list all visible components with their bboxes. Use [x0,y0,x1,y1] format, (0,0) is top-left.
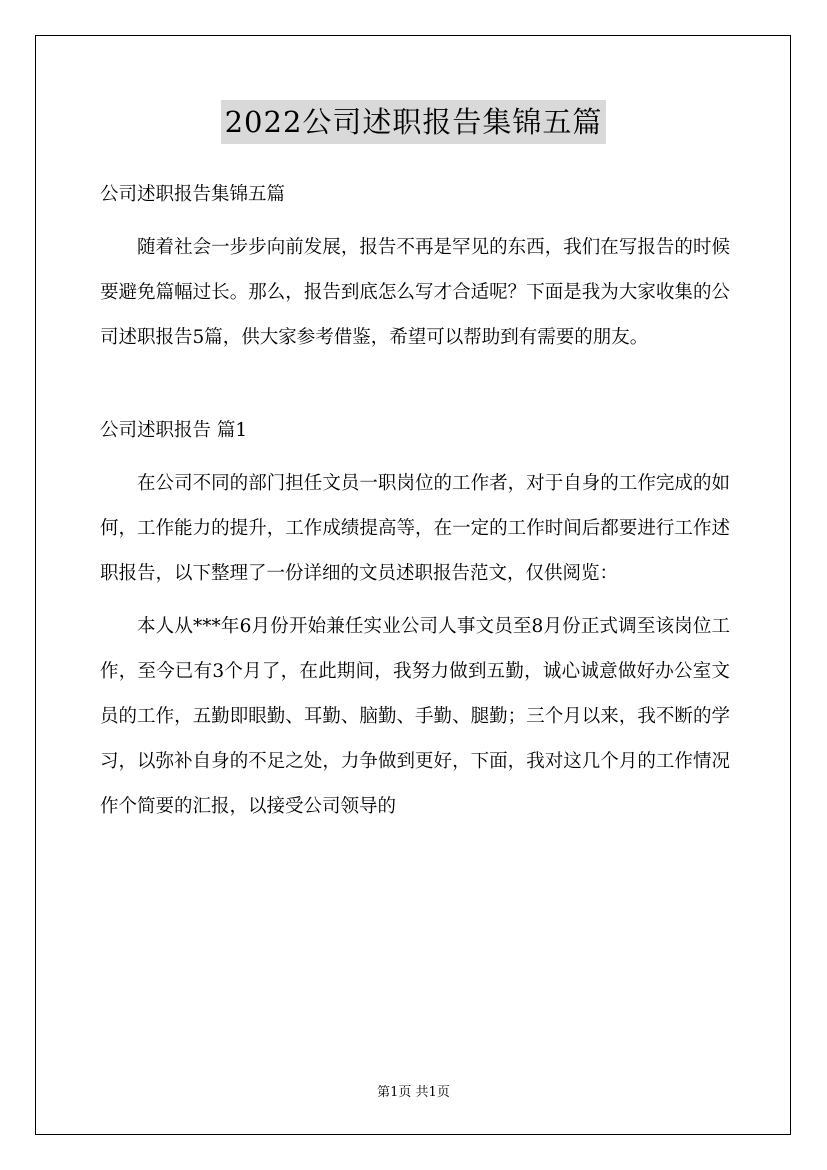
document-title [0,100,827,144]
section1-paragraph-1: 在公司不同的部门担任文员一职岗位的工作者，对于自身的工作完成的如何，工作能力的提升，工作成绩提高等，在一定的工作时间后都要进行工作述职报告，以下整理了一份详细的文员述职报告范文，仅供阅览： [100,473,730,584]
section1-paragraph-2: 本人从***年6月份开始兼任实业公司人事文员至8月份正式调至该岗位工作，至今已有3个月了，在此期间，我努力做到五勤，诚心诚意做好办公室文员的工作，五勤即眼勤、耳勤、脑勤、手勤、腿勤；三个月以来，我不断的学习，以弥补自身的不足之处，力争做到更好，下面，我对这几个月的工作情况作个简要的汇报，以接受公司领导的 [100,616,730,817]
document-body [100,172,730,829]
intro-paragraph: 随着社会一步步向前发展，报告不再是罕见的东西，我们在写报告的时候要避免篇幅过长。那么，报告到底怎么写才合适呢？下面是我为大家收集的公司述职报告5篇，供大家参考借鉴，希望可以帮助到有需要的朋友。 [100,237,730,348]
section-heading-1: 公司述职报告 篇1 [100,420,248,441]
spacer [100,360,730,408]
document-title-text: 2022公司述职报告集锦五篇 [221,100,607,144]
page-footer: 第1页 共1页 [377,1085,450,1100]
subtitle: 公司述职报告集锦五篇 [100,184,286,205]
